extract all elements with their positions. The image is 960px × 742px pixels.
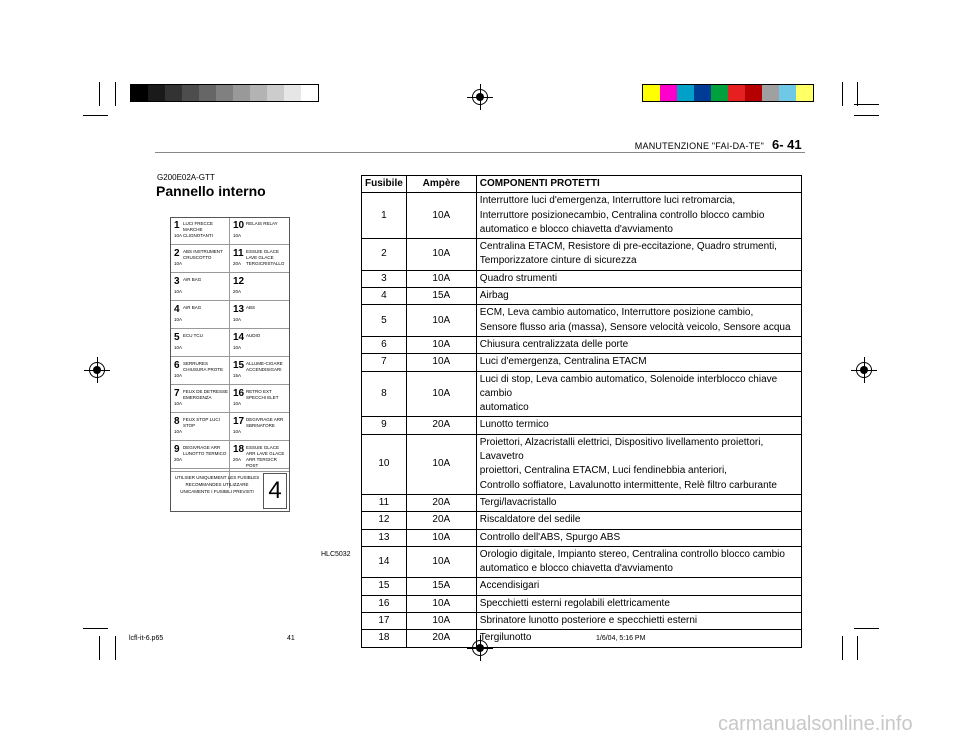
components-line: Centralina ETACM, Resistore di pre-eccitazione, Quadro strumenti,	[479, 241, 777, 253]
crop-mark	[854, 628, 879, 629]
color-swatch	[711, 85, 728, 101]
components-cell	[476, 613, 801, 630]
table-row	[362, 371, 802, 417]
fuse-number: 8	[174, 416, 180, 427]
gray-swatch	[165, 85, 182, 101]
page-number: 6- 41	[772, 137, 802, 152]
amp-cell: 10A	[406, 595, 476, 612]
crop-mark	[842, 82, 843, 106]
fuse-number-cell: 7	[362, 354, 407, 371]
amp-cell: 10A	[406, 434, 476, 494]
components-cell	[476, 529, 801, 546]
fuse-amp: 20A	[233, 289, 242, 294]
table-row	[362, 512, 802, 529]
table-row	[362, 354, 802, 371]
footer-date: 1/6/04, 5:16 PM	[596, 635, 646, 642]
components-cell	[476, 305, 801, 337]
table-row	[362, 494, 802, 511]
fuse-label: ESSUIE GLACE LAVE GLACE TERGICRISTALLO	[246, 249, 285, 266]
color-swatch	[660, 85, 677, 101]
fuse-label: ESSUIE GLACE ARR LAVE GLACE ARR TERGICR POST	[246, 445, 285, 468]
components-line: proiettori, Centralina ETACM, Luci fendinebbia anteriori,	[479, 465, 727, 477]
table-row	[362, 578, 802, 595]
crop-mark	[854, 115, 879, 116]
crop-mark	[83, 628, 108, 629]
components-line: Proiettori, Alzacristalli elettrici, Dispositivo livellamento proiettori, Lavavetro	[479, 436, 764, 463]
components-line: Sbrinatore lunotto posteriore e specchietti esterni	[479, 615, 698, 627]
components-line: Chiusura centralizzata delle porte	[479, 338, 629, 350]
components-line: Luci d'emergenza, Centralina ETACM	[479, 356, 647, 368]
watermark: carmanualsonline.info	[718, 713, 913, 735]
fuse-number-cell: 4	[362, 288, 407, 305]
fuse-number: 12	[233, 276, 245, 287]
components-line: automatico	[479, 402, 529, 414]
fuse-number: 4	[174, 304, 180, 315]
components-line: Lunotto termico	[479, 419, 549, 431]
table-row	[362, 288, 802, 305]
fuse-number-cell: 1	[362, 193, 407, 239]
table-row	[362, 417, 802, 434]
fuse-label: RETRO EXT SPECCHI ELET	[246, 389, 279, 400]
crop-mark	[854, 104, 879, 105]
fuse-label: DEGIVRAGE ARR LUNOTTO TERMICO	[183, 445, 227, 456]
fuse-amp: 10A	[174, 289, 183, 294]
fuse-number: 14	[233, 332, 245, 343]
section-title: MANUTENZIONE "FAI-DA-TE"	[634, 141, 764, 151]
fuse-cell	[230, 414, 289, 441]
fuse-number: 11	[233, 248, 244, 259]
gray-swatch	[284, 85, 301, 101]
amp-cell: 10A	[406, 354, 476, 371]
components-line: Quadro strumenti	[479, 272, 558, 284]
table-row	[362, 613, 802, 630]
fuse-box-note: UTILISER UNIQUEMENT LES FUSIBLES RECOMMANDES UTILIZZARE UNICAMENTE I FUSIBILI PREVISTI	[174, 475, 260, 494]
header-fuse: Fusibile	[362, 176, 407, 193]
footer-file: lcfl-it-6.p65	[129, 635, 164, 642]
fuse-number: 10	[233, 220, 245, 231]
color-swatch	[643, 85, 660, 101]
fuse-number-cell: 17	[362, 613, 407, 630]
fuse-cell	[230, 386, 289, 413]
fuse-cell	[230, 246, 289, 273]
table-row	[362, 529, 802, 546]
components-line: ECM, Leva cambio automatico, Interruttore posizione cambio,	[479, 307, 754, 319]
fuse-label: SERRURES CHIUSURA PROTE	[183, 361, 224, 372]
fuse-amp: 10A	[174, 401, 183, 406]
fuse-amp: 10A	[174, 373, 183, 378]
fuse-number: 1	[174, 220, 180, 231]
fuse-amp: 20A	[233, 261, 242, 266]
fuse-number: 16	[233, 388, 245, 399]
amp-cell: 10A	[406, 270, 476, 287]
fuse-number-cell: 9	[362, 417, 407, 434]
fuse-amp: 10A	[174, 261, 183, 266]
fuse-number-cell: 18	[362, 630, 407, 647]
fuse-label: ABS	[246, 305, 256, 310]
color-calibration-bars	[642, 84, 814, 102]
components-cell	[476, 239, 801, 271]
gray-swatch	[250, 85, 267, 101]
components-cell	[476, 354, 801, 371]
fuse-amp: 20A	[174, 457, 183, 462]
crop-mark	[99, 636, 100, 660]
fuse-number-cell: 5	[362, 305, 407, 337]
fuse-cell	[230, 442, 289, 469]
components-cell	[476, 494, 801, 511]
fuse-label: DEGIVRAGE ARR SBRINATORE	[246, 417, 284, 428]
amp-cell: 15A	[406, 288, 476, 305]
fuse-label: FEUX DE DETRESSE EMERGENZA	[183, 389, 229, 400]
amp-cell: 10A	[406, 546, 476, 578]
gray-swatch	[233, 85, 250, 101]
page-title: Pannello interno	[156, 183, 266, 199]
fuse-amp: 10A	[174, 233, 183, 238]
gray-swatch	[301, 85, 318, 101]
fuse-amp: 10A	[233, 233, 242, 238]
fuse-number: 3	[174, 276, 180, 287]
components-cell	[476, 512, 801, 529]
fuse-amp: 10A	[233, 401, 242, 406]
fuse-number-cell: 14	[362, 546, 407, 578]
section-code: G200E02A-GTT	[157, 173, 215, 182]
fuse-number: 2	[174, 248, 180, 259]
table-row	[362, 239, 802, 271]
fuse-amp: 10A	[174, 429, 183, 434]
fuse-number-cell: 15	[362, 578, 407, 595]
fuse-number: 13	[233, 304, 245, 315]
components-cell	[476, 434, 801, 494]
footer-page: 41	[287, 635, 295, 642]
components-line: Controllo soffiatore, Lavalunotto intermittente, Relè filtro carburante	[479, 479, 777, 491]
color-swatch	[677, 85, 694, 101]
fuse-label: ABS INSTRUMENT CRUSCOTTO	[183, 249, 223, 260]
fuse-number-cell: 11	[362, 494, 407, 511]
components-cell	[476, 193, 801, 239]
table-row	[362, 434, 802, 494]
amp-cell: 20A	[406, 417, 476, 434]
color-swatch	[728, 85, 745, 101]
fuse-number: 6	[174, 360, 180, 371]
registration-mark-icon	[84, 357, 110, 383]
color-swatch	[796, 85, 813, 101]
components-cell	[476, 546, 801, 578]
header-rule	[155, 152, 805, 153]
components-line: Temporizzatore cinture di sicurezza	[479, 255, 637, 267]
fuse-cell	[171, 218, 230, 245]
amp-cell: 10A	[406, 239, 476, 271]
components-cell	[476, 336, 801, 353]
fuse-number: 18	[233, 444, 245, 455]
fuse-amp: 20A	[233, 457, 242, 462]
fuse-amp: 10A	[174, 345, 183, 350]
fuse-amp: 10A	[233, 429, 242, 434]
crop-mark	[115, 82, 116, 106]
fuse-number-cell: 2	[362, 239, 407, 271]
components-line: Interruttore posizionecambio, Centralina controllo blocco cambio	[479, 209, 765, 221]
amp-cell: 10A	[406, 193, 476, 239]
color-swatch	[745, 85, 762, 101]
components-cell	[476, 288, 801, 305]
components-line: automatico e blocco chiavetta d'avviamento	[479, 563, 673, 575]
table-row	[362, 336, 802, 353]
fuse-cell	[171, 442, 230, 469]
fuse-label: RELAIS RELAY	[246, 221, 278, 226]
color-swatch	[779, 85, 796, 101]
crop-mark	[99, 82, 100, 106]
amp-cell: 10A	[406, 613, 476, 630]
fuse-number-cell: 6	[362, 336, 407, 353]
fuse-cell	[230, 358, 289, 385]
fuse-label: LUCI FRECCE MARCHE CLIGNOTANTI	[183, 221, 214, 238]
fuse-number: 15	[233, 360, 245, 371]
components-line: Tergilunotto	[479, 632, 532, 644]
gray-swatch	[148, 85, 165, 101]
fuse-cell	[171, 414, 230, 441]
table-row	[362, 305, 802, 337]
registration-mark-icon	[467, 84, 493, 110]
gray-swatch	[199, 85, 216, 101]
components-line: Airbag	[479, 290, 509, 302]
amp-cell: 20A	[406, 630, 476, 647]
amp-cell: 10A	[406, 371, 476, 417]
crop-mark	[857, 82, 858, 106]
fuse-number-cell: 16	[362, 595, 407, 612]
table-header-row	[362, 176, 802, 193]
amp-cell: 20A	[406, 512, 476, 529]
fuse-label: FEUX STOP LUCI STOP	[183, 417, 220, 428]
fuse-number-cell: 3	[362, 270, 407, 287]
color-swatch	[694, 85, 711, 101]
fuse-cell	[230, 218, 289, 245]
fuse-amp: 10A	[233, 317, 242, 322]
fuse-cell	[171, 330, 230, 357]
fuse-label: AUDIO	[246, 333, 261, 338]
components-line: Orologio digitale, Impianto stereo, Centralina controllo blocco cambio	[479, 548, 785, 560]
table-row	[362, 595, 802, 612]
table-row	[362, 546, 802, 578]
table-row	[362, 193, 802, 239]
fuse-number: 17	[233, 416, 245, 427]
amp-cell: 10A	[406, 305, 476, 337]
components-line: Accendisigari	[479, 580, 540, 592]
components-line: Luci di stop, Leva cambio automatico, Solenoide interblocco chiave cambio	[479, 373, 778, 399]
crop-mark	[83, 115, 108, 116]
fuse-cell	[171, 274, 230, 301]
crop-mark	[857, 636, 858, 660]
fuse-cell	[171, 358, 230, 385]
color-swatch	[762, 85, 779, 101]
fuse-number: 5	[174, 332, 180, 343]
fuse-amp: 15A	[233, 373, 242, 378]
gray-swatch	[182, 85, 199, 101]
fuse-cell	[171, 386, 230, 413]
fuse-cell	[230, 330, 289, 357]
components-line: Sensore flusso aria (massa), Sensore velocità veicolo, Sensore acqua	[479, 321, 791, 333]
fuse-cell	[171, 246, 230, 273]
fuse-box-panel-number: 4	[263, 473, 287, 509]
table-row	[362, 270, 802, 287]
fuse-table	[361, 175, 802, 648]
components-cell	[476, 371, 801, 417]
fuse-number-cell: 10	[362, 434, 407, 494]
fuse-amp: 10A	[174, 317, 183, 322]
gray-swatch	[267, 85, 284, 101]
amp-cell: 10A	[406, 336, 476, 353]
components-line: Tergi/lavacristallo	[479, 496, 557, 508]
components-line: Riscaldatore del sedile	[479, 514, 581, 526]
fuse-box-diagram	[170, 217, 290, 512]
fuse-cell	[230, 302, 289, 329]
header-amp: Ampère	[406, 176, 476, 193]
components-line: Specchietti esterni regolabili elettricamente	[479, 597, 670, 609]
components-line: automatico e blocco chiavetta d'avviamento	[479, 223, 673, 235]
components-cell	[476, 270, 801, 287]
fuse-box-divider	[171, 471, 289, 472]
image-code: HLC5032	[321, 551, 351, 558]
amp-cell: 15A	[406, 578, 476, 595]
components-cell	[476, 578, 801, 595]
fuse-number: 9	[174, 444, 180, 455]
header-components: COMPONENTI PROTETTI	[476, 176, 801, 193]
fuse-cell	[171, 302, 230, 329]
registration-mark-icon	[851, 357, 877, 383]
components-cell	[476, 595, 801, 612]
gray-swatch	[216, 85, 233, 101]
fuse-label: ECU TCU	[183, 333, 203, 338]
fuse-number-cell: 12	[362, 512, 407, 529]
crop-mark	[842, 636, 843, 660]
gray-calibration-bars	[130, 84, 319, 102]
amp-cell: 10A	[406, 529, 476, 546]
amp-cell: 20A	[406, 494, 476, 511]
fuse-label: AIR BAG	[183, 277, 202, 282]
fuse-cell	[230, 274, 289, 301]
table-row	[362, 630, 802, 647]
components-cell	[476, 417, 801, 434]
fuse-number: 7	[174, 388, 180, 399]
fuse-label: AIR BAG	[183, 305, 202, 310]
components-line: Interruttore luci d'emergenza, Interruttore luci retromarcia,	[479, 195, 736, 207]
fuse-number-cell: 8	[362, 371, 407, 417]
fuse-amp: 10A	[233, 345, 242, 350]
gray-swatch	[131, 85, 148, 101]
fuse-number-cell: 13	[362, 529, 407, 546]
components-line: Controllo dell'ABS, Spurgo ABS	[479, 531, 621, 543]
fuse-label: ALLUME-CIGARE ACCENDISIGARI	[246, 361, 283, 372]
crop-mark	[115, 636, 116, 660]
